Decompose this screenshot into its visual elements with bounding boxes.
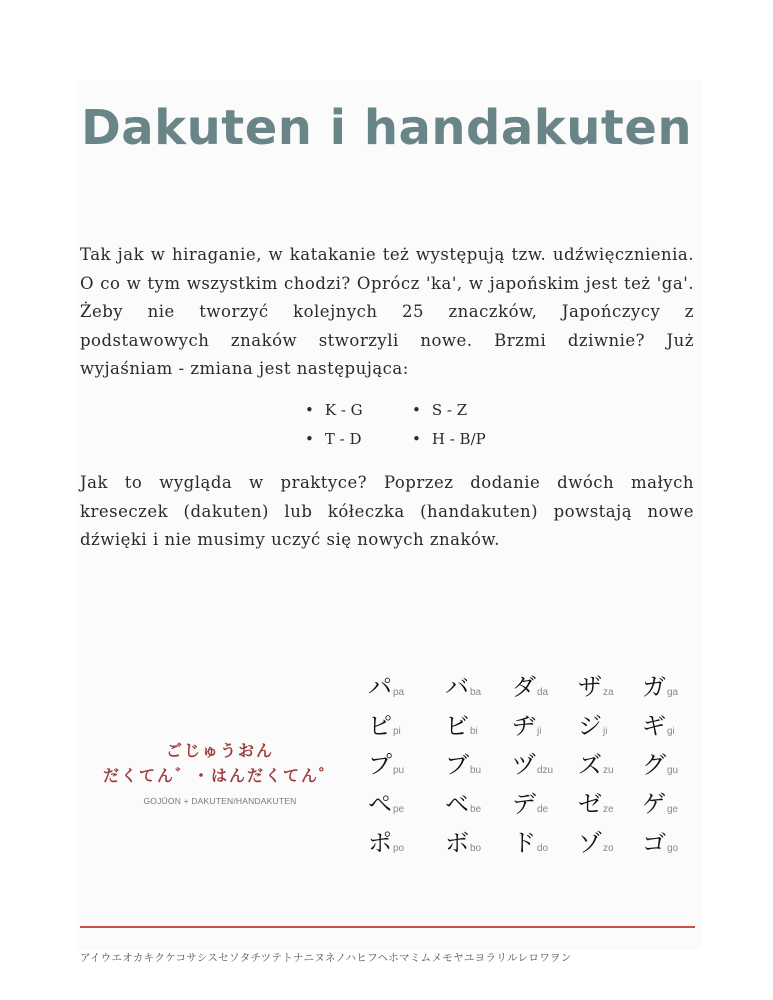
romaji-label: za xyxy=(603,687,614,698)
romaji-label: pa xyxy=(393,687,405,698)
kana-character: ブ xyxy=(445,751,469,779)
kana-character: ガ xyxy=(642,673,666,701)
kana-cell-bi xyxy=(445,706,478,741)
kana-cell-zo xyxy=(578,823,614,858)
romaji-label: zo xyxy=(603,843,614,854)
kana-character: ゴ xyxy=(642,829,666,857)
romaji-label: pu xyxy=(393,765,405,776)
logo-line-2: だくてん゛・はんだくてん゜ xyxy=(102,766,337,785)
kana-character: ポ xyxy=(368,829,392,857)
kana-cell-da xyxy=(512,667,548,702)
gojuon-logo xyxy=(90,738,350,806)
kana-character: グ xyxy=(642,751,666,779)
kana-cell-ji xyxy=(512,706,541,741)
romaji-label: gu xyxy=(667,765,679,776)
romaji-label: dzu xyxy=(537,765,554,776)
logo-line-1: ごじゅうおん xyxy=(165,741,274,760)
kana-character: ジ xyxy=(578,712,602,740)
kana-character: ゾ xyxy=(578,829,602,857)
romaji-label: bo xyxy=(470,843,482,854)
divider-line xyxy=(80,926,695,928)
romaji-label: ji xyxy=(537,726,542,737)
romaji-label: ji xyxy=(603,726,608,737)
katakana-footer: アイウエオカキクケコサシスセソタチツテトナニヌネノハヒフヘホマミムメモヤユヨラリルレロワヲン xyxy=(80,952,572,964)
romaji-label: zu xyxy=(603,765,614,776)
kana-character: ヂ xyxy=(512,712,536,740)
kana-cell-ji xyxy=(578,706,607,741)
romaji-label: po xyxy=(393,843,405,854)
kana-character: ビ xyxy=(445,712,469,740)
intro-paragraph: Tak jak w hiraganie, w katakanie też występują tzw. udźwięcznienia. O co w tym wszystkim chodzi? Oprócz 'ka', w japońskim jest też 'ga'. Żeby nie tworzyć kolejnych 25 znaczków, Japończycy z podstawowych znaków stworzyli nowe. Brzmi dziwnie? Już wyjaśniam - zmiana jest następująca: xyxy=(80,245,694,378)
outro-paragraph: Jak to wygląda w praktyce? Poprzez dodanie dwóch małych kreseczek (dakuten) lub kółeczka (handakuten) powstają nowe dźwięki i nie musimy uczyć się nowych znaków. xyxy=(80,473,694,549)
kana-cell-pa xyxy=(368,667,404,702)
kana-cell-ba xyxy=(445,667,481,702)
kana-character: ボ xyxy=(445,829,469,857)
kana-character: ギ xyxy=(642,712,666,740)
romaji-label: be xyxy=(470,804,482,815)
romaji-label: gi xyxy=(667,726,675,737)
kana-character: ダ xyxy=(512,673,536,701)
bullet-item: • K - G xyxy=(305,401,363,419)
bullet-item: • H - B/P xyxy=(412,430,486,448)
kana-cell-za xyxy=(578,667,614,702)
kana-cell-bo xyxy=(445,823,481,858)
kana-cell-ga xyxy=(642,667,678,702)
kana-character: ゲ xyxy=(642,790,666,818)
kana-character: ザ xyxy=(578,673,602,701)
kana-cell-do xyxy=(512,823,548,858)
romaji-label: do xyxy=(537,843,549,854)
kana-character: バ xyxy=(445,673,469,701)
kana-character: ゼ xyxy=(578,790,602,818)
romaji-label: bi xyxy=(470,726,478,737)
bullet-item: • S - Z xyxy=(412,401,467,419)
kana-character: デ xyxy=(512,790,536,818)
kana-character: パ xyxy=(368,673,392,701)
kana-cell-gu xyxy=(642,745,678,780)
kana-cell-be xyxy=(445,784,481,819)
kana-cell-pe xyxy=(368,784,404,819)
kana-cell-po xyxy=(368,823,404,858)
kana-cell-de xyxy=(512,784,548,819)
kana-cell-gi xyxy=(642,706,675,741)
kana-character: ベ xyxy=(445,790,469,818)
romaji-label: ba xyxy=(470,687,482,698)
kana-character: プ xyxy=(368,751,392,779)
bullet-item: • T - D xyxy=(305,430,362,448)
kana-character: ド xyxy=(512,829,536,857)
page-title: Dakuten i handakuten xyxy=(80,100,693,156)
kana-cell-ze xyxy=(578,784,614,819)
romaji-label: ge xyxy=(667,804,679,815)
kana-cell-zu xyxy=(578,745,614,780)
kana-character: ピ xyxy=(368,712,392,740)
romaji-label: bu xyxy=(470,765,482,776)
kana-cell-pi xyxy=(368,706,401,741)
kana-character: ペ xyxy=(368,790,392,818)
logo-subtitle: GOJŪON + DAKUTEN/HANDAKUTEN xyxy=(143,796,297,806)
kana-cell-pu xyxy=(368,745,404,780)
romaji-label: go xyxy=(667,843,679,854)
romaji-label: de xyxy=(537,804,549,815)
romaji-label: da xyxy=(537,687,549,698)
kana-cell-bu xyxy=(445,745,481,780)
romaji-label: pi xyxy=(393,726,401,737)
kana-character: ズ xyxy=(578,751,602,779)
romaji-label: ga xyxy=(667,687,679,698)
kana-cell-go xyxy=(642,823,678,858)
kana-character: ヅ xyxy=(512,751,536,779)
romaji-label: pe xyxy=(393,804,405,815)
romaji-label: ze xyxy=(603,804,614,815)
kana-cell-dzu xyxy=(512,745,553,780)
kana-cell-ge xyxy=(642,784,678,819)
